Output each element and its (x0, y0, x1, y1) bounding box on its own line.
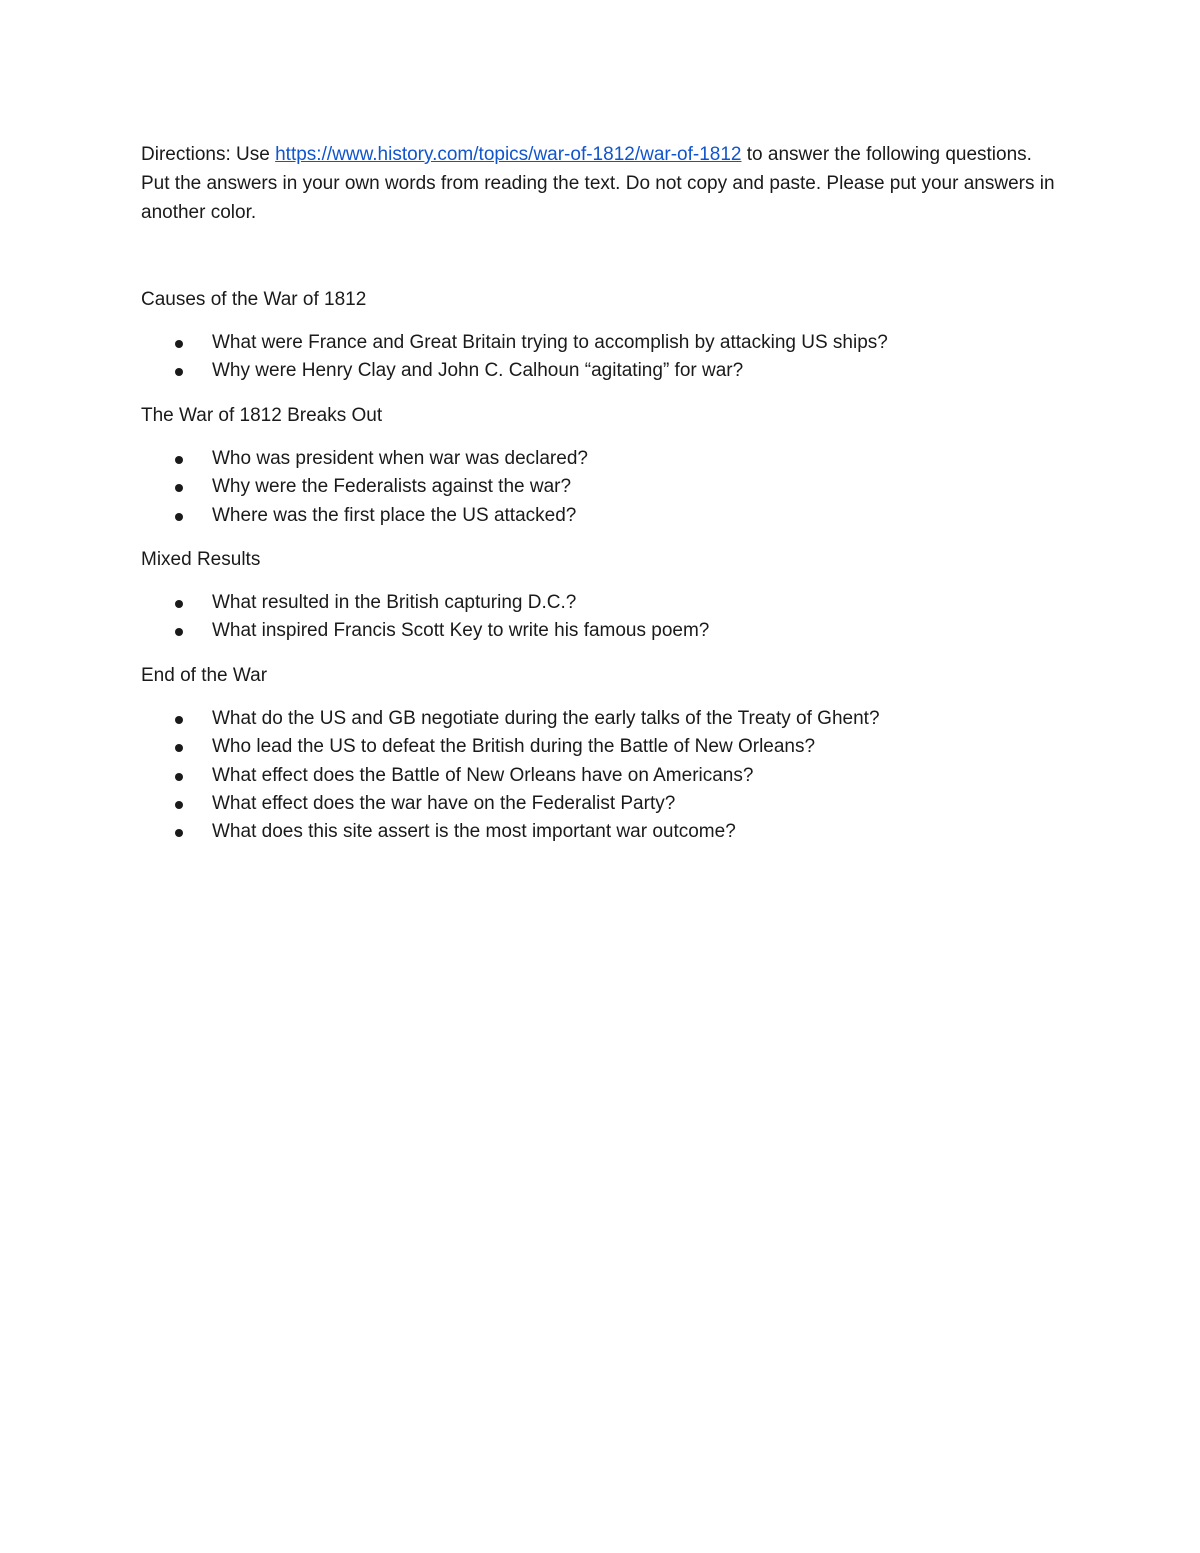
directions-suffix: to answer the following questions. Put the answers in your own words from reading the text. Do not copy and paste. Please put your answers in another color. (141, 144, 1055, 223)
question-item (141, 357, 1061, 385)
bullet-icon (175, 716, 183, 724)
section-heading: End of the War (141, 664, 268, 686)
question-text: Who was president when war was declared? (212, 447, 588, 469)
section-causes (141, 285, 1061, 386)
question-list (141, 329, 1061, 386)
bullet-icon (175, 628, 183, 636)
question-text: Where was the first place the US attacked? (212, 504, 577, 526)
question-list (141, 589, 1061, 646)
question-item (141, 617, 1061, 645)
section-end-of-war (141, 661, 1061, 847)
document-page (141, 140, 1061, 862)
directions-prefix: Directions: Use (141, 144, 276, 165)
bullet-icon (175, 801, 183, 809)
question-item (141, 818, 1061, 846)
question-list (141, 445, 1061, 530)
question-text: What were France and Great Britain trying to accomplish by attacking US ships? (212, 332, 888, 353)
bullet-icon (175, 744, 183, 752)
section-heading: The War of 1812 Breaks Out (141, 404, 383, 426)
question-list (141, 705, 1061, 847)
question-text: Who lead the US to defeat the British during the Battle of New Orleans? (212, 736, 816, 758)
question-text: What resulted in the British capturing D.C.? (212, 592, 577, 614)
directions-paragraph (141, 140, 1061, 227)
question-item (141, 762, 1061, 790)
question-item (141, 502, 1061, 530)
question-item (141, 445, 1061, 473)
section-breaks-out (141, 401, 1061, 530)
section-heading: Mixed Results (141, 549, 261, 571)
question-text: Why were the Federalists against the war? (212, 476, 572, 498)
question-item (141, 733, 1061, 761)
question-text: What effect does the Battle of New Orleans have on Americans? (212, 764, 754, 786)
bullet-icon (175, 600, 183, 608)
question-item (141, 790, 1061, 818)
question-item (141, 589, 1061, 617)
question-item (141, 329, 1061, 357)
bullet-icon (175, 829, 183, 837)
question-item (141, 473, 1061, 501)
bullet-icon (175, 484, 183, 492)
section-heading: Causes of the War of 1812 (141, 289, 367, 310)
bullet-icon (175, 513, 183, 521)
history-link[interactable]: https://www.history.com/topics/war-of-1812/war-of-1812 (275, 144, 742, 165)
section-mixed-results (141, 545, 1061, 646)
question-text: What do the US and GB negotiate during the early talks of the Treaty of Ghent? (212, 707, 880, 729)
question-text: What effect does the war have on the Federalist Party? (212, 793, 676, 815)
question-text: What does this site assert is the most important war outcome? (212, 821, 736, 843)
question-text: What inspired Francis Scott Key to write his famous poem? (212, 620, 710, 642)
bullet-icon (175, 368, 183, 376)
spacer (141, 227, 1061, 285)
bullet-icon (175, 340, 183, 348)
question-text: Why were Henry Clay and John C. Calhoun “agitating” for war? (212, 360, 744, 382)
bullet-icon (175, 773, 183, 781)
bullet-icon (175, 456, 183, 464)
question-item (141, 705, 1061, 733)
